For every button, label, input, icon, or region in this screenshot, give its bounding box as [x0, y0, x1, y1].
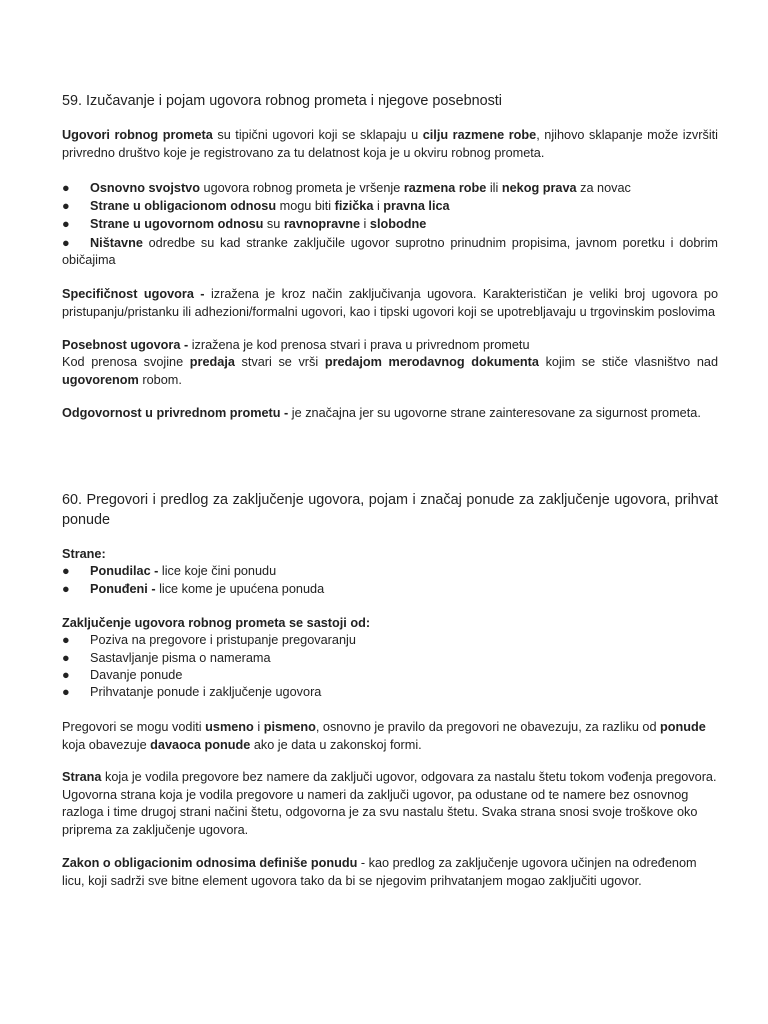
bullet-icon: ● [62, 668, 70, 682]
zakljucenje-title: Zaključenje ugovora robnog prometa se sastoji od: [62, 616, 371, 630]
document-page: 59. Izučavanje i pojam ugovora robnog prometa i njegove posebnosti Ugovori robnog prometa su tipični ugovori koji se sklapaju u cilju razmene robe, njihovo sklapanje može izvršiti privredno društvo koje je registrovano za tu delatnost koja je u okviru robnog prometa. ● Osnovno svojstvo ugovora robnog prometa je vršenje razmena robe ili nekog prava za novac ● Strane u obligacionom odnosu mogu biti fizička i pravna lica ● Strane u ugovornom odnosu su ravnopravne i slobodne ● Ništavne odredbe su kad stranke zaključile ugovor suprotno prinudnim propisima, javnom poretku i dobrim običajima Specifičnost ugovora - izražena je kroz način zaključivanja ugovora. Karakterističan je veliki broj ugovora po pristupanju/pristanku ili adhezioni/formalni ugovori, kao i tipski ugovori koji se upotrebljavaju u trgovinskim poslovima Posebnost ugovora - izražena je kod prenosa stvari i prava u privrednom prometu Kod prenosa svojine predaja stvari se vrši predajom merodavnog dokumenta kojim se stiče vlasništvo nad ugovorenom robom. Odgovornost u privrednom prometu - je značajna jer su ugovorne strane zainteresovane za sigurnost prometa. 60. Pregovori i predlog za zaključenje ugovora, pojam i značaj ponude za zaključenje ugovora, prihvat ponude Strane: ● Ponudilac - lice koje čini ponudu ● Ponuđeni - lice kome je upućena ponuda Zaključenje ugovora robnog prometa se sastoji od: ● Poziva na pregovore i pristupanje pregovaranju ● Sastavljanje pisma o namerama ● Davanje ponude ● Prihvatanje ponude i zaključenje ugovora Pregovori se mogu voditi usmeno i pismeno, osnovno je pravilo da pregovori ne obavezuju, za razliku od ponude koja obavezuje davaoca ponude ako je data u zakonskoj formi. Strana koja je vodila pregovore bez namere da zaključi ugovor, odgovara za nastalu štetu tokom vođenja pregovora. Ugovorna strana koja je vodila pregovore u nameri da zaključi ugovor, pa odustane od te namere bez osnovnog razloga i time drugoj strani načini štetu, odgovorna je za svu nastalu štetu. Svaka strana snosi svoje troškove oko priprema za zaključenje ugovora. Zakon o obligacionim odnosima definiše ponudu - kao predlog za zaključenje ugovora učinjen na određenom licu, koji sadrži sve bitne element ugovora tako da bi se njegovim prihvatanjem mogao zaključiti ugovor. [0, 0, 768, 1024]
paragraph-intro: Ugovori robnog prometa su tipični ugovori koji se sklapaju u cilju razmene robe, njihovo sklapanje može izvršiti privredno društvo koje je registrovano za tu delatnost koja je u okviru robnog prometa. [62, 128, 719, 160]
bullet-icon: ● [62, 633, 70, 647]
bullet-icon: ● [62, 651, 70, 665]
paragraph-specificnost: Specifičnost ugovora - izražena je kroz način zaključivanja ugovora. Karakterističan je veliki broj ugovora po pristupanju/pristanku ili adhezioni/formalni ugovori, kao i tipski ugovori koji se upotrebljavaju u trgovinskim poslovima [62, 287, 719, 319]
bullet-icon: ● [62, 217, 70, 231]
paragraph-predaja: Kod prenosa svojine predaja stvari se vrši predajom merodavnog dokumenta kojim se stiče vlasništvo nad ugovorenom robom. [62, 355, 719, 387]
bullet-icon: ● [62, 685, 70, 699]
bullet-icon: ● [62, 236, 70, 250]
bullet-icon: ● [62, 582, 70, 596]
section-59-heading: 59. Izučavanje i pojam ugovora robnog prometa i njegove posebnosti [62, 93, 502, 109]
paragraph-posebnost: Posebnost ugovora - izražena je kod prenosa stvari i prava u privrednom prometu [62, 338, 530, 352]
paragraph-odgovornost: Odgovornost u privrednom prometu - je značajna jer su ugovorne strane zainteresovane za sigurnost prometa. [62, 406, 701, 420]
strane-title: Strane: [62, 547, 106, 561]
paragraph-strana: Strana koja je vodila pregovore bez namere da zaključi ugovor, odgovara za nastalu štetu tokom vođenja pregovora. Ugovorna strana koja je vodila pregovore u nameri da zaključi ugovor, pa odustane od te namere bez osnovnog razloga i time drugoj strani načini štetu, odgovorna je za svu nastalu štetu. Svaka strana snosi svoje troškove oko priprema za zaključenje ugovora. [62, 770, 717, 837]
bullet-icon: ● [62, 181, 70, 195]
paragraph-pregovori: Pregovori se mogu voditi usmeno i pismeno, osnovno je pravilo da pregovori ne obavezuju, za razliku od ponude koja obavezuje davaoca ponude ako je data u zakonskoj formi. [62, 720, 706, 752]
bullet-icon: ● [62, 564, 70, 578]
bullet-icon: ● [62, 199, 70, 213]
section-60-heading: 60. Pregovori i predlog za zaključenje ugovora, pojam i značaj ponude za zaključenje ugovora, prihvat ponude [62, 492, 718, 528]
paragraph-zakon: Zakon o obligacionim odnosima definiše ponudu - kao predlog za zaključenje ugovora učinjen na određenom licu, koji sadrži sve bitne element ugovora tako da bi se njegovim prihvatanjem mogao zaključiti ugovor. [62, 856, 697, 888]
